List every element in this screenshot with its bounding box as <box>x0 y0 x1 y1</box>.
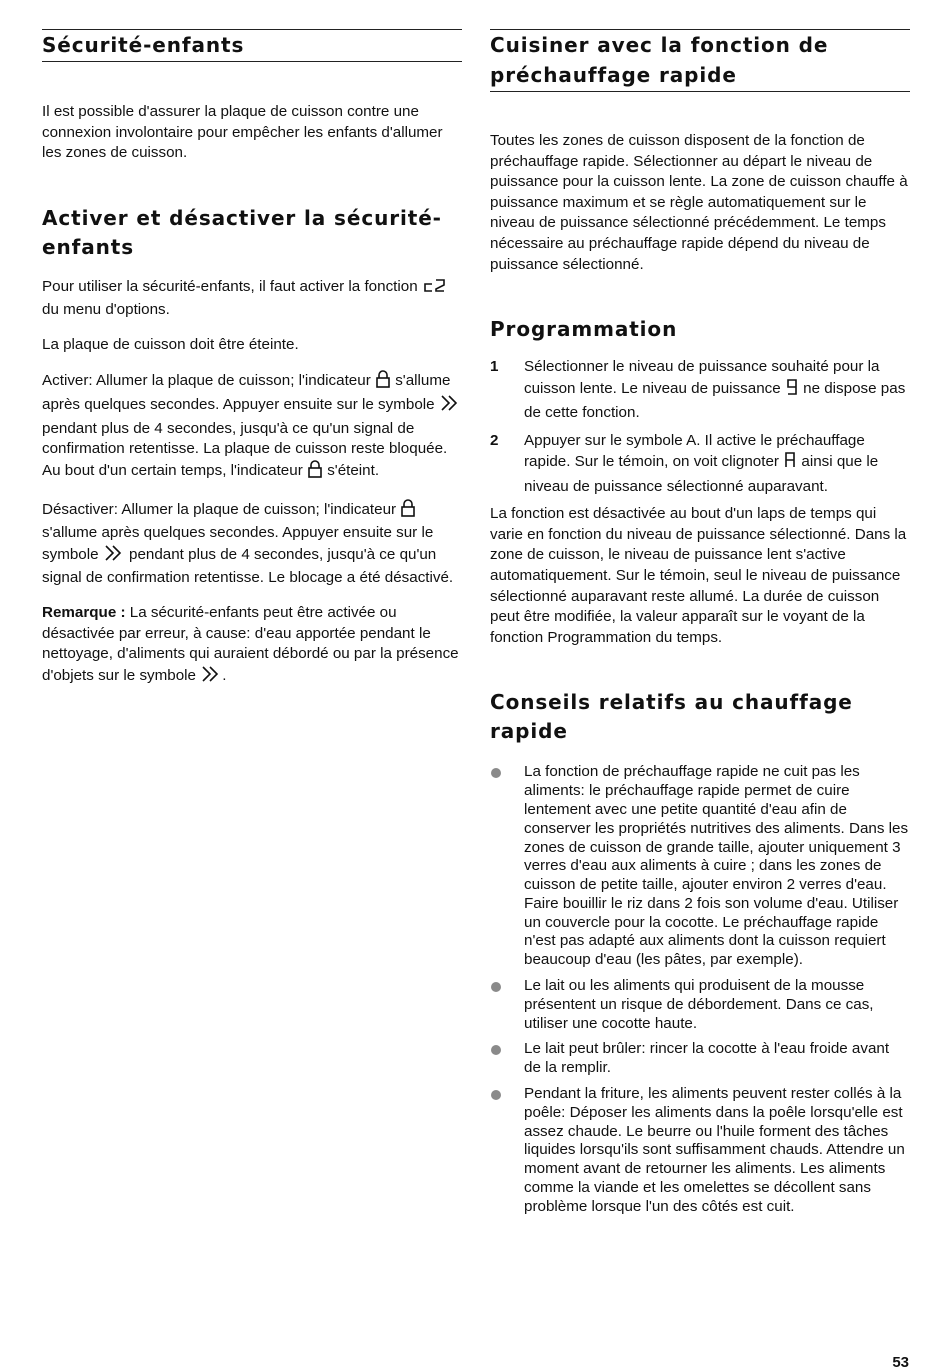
double-chevron-symbol-icon <box>103 544 125 569</box>
text: La sécurité-enfants peut être activée ou désactivée par erreur, à cause: d'eau apportée pendant le nettoyage, d'aliments qui auraient débordé ou par la présence d'objets sur le symbole <box>42 603 459 684</box>
text: s'allume après quelques secondes. Appuyer ensuite sur le symbole <box>42 371 451 414</box>
double-chevron-symbol-icon <box>439 394 461 419</box>
lock-indicator-icon <box>375 370 391 395</box>
text: s'allume après quelques secondes. Appuyer ensuite sur le symbole <box>42 524 434 563</box>
text: ainsi que le niveau de puissance sélectionné auparavant. <box>524 453 879 495</box>
list-item <box>490 763 910 970</box>
step-item <box>490 356 910 424</box>
programming-steps <box>490 356 910 497</box>
toggle-lock-heading: Activer et désactiver la sécurité-enfants <box>42 205 442 259</box>
step-number: 1 <box>490 358 499 376</box>
child-lock-intro: Il est possible d'assurer la plaque de cuisson contre une connexion involontaire pour empêcher les enfants d'allumer les zones de cuisson. <box>42 103 443 162</box>
lock-indicator-icon <box>400 499 416 524</box>
text: ne dispose pas de cette fonction. <box>524 379 906 422</box>
tips-heading: Conseils relatifs au chauffage rapide <box>490 690 853 744</box>
text: . <box>222 666 227 684</box>
text: Le lait peut brûler: rincer la cocotte à l'eau froide avant de la remplir. <box>524 1040 890 1077</box>
text: s'éteint. <box>322 461 380 479</box>
right-column <box>490 0 910 1217</box>
tips-list <box>490 763 910 1216</box>
text: Désactiver: Allumer la plaque de cuisson; l'indicateur <box>42 500 401 518</box>
step-item <box>490 430 910 498</box>
list-item <box>490 1040 910 1078</box>
double-chevron-symbol-icon <box>200 665 222 690</box>
page-number: 53 <box>892 1354 909 1371</box>
bullet-icon <box>491 1090 501 1100</box>
text: . Il active le préchauffage rapide. Sur le témoin, on voit clignoter <box>524 431 865 471</box>
text: Appuyer sur le symbole <box>524 431 687 449</box>
list-item <box>490 1085 910 1217</box>
toggle-lock-p2: La plaque de cuisson doit être éteinte. <box>42 335 299 353</box>
quick-heat-heading-box <box>490 29 910 92</box>
step-number: 2 <box>490 431 499 449</box>
bullet-icon <box>491 1045 501 1055</box>
text: du menu d'options. <box>42 301 170 319</box>
toggle-lock-p1 <box>42 276 462 321</box>
note-label: Remarque : <box>42 603 126 621</box>
power-level-9-display-icon <box>785 378 799 403</box>
quick-heat-heading: Cuisiner avec la fonction de préchauffage rapide <box>490 33 829 87</box>
text: Pendant la friture, les aliments peuvent rester collés à la poêle: Déposer les aliments dans la poêle lorsqu'elle est assez chaude. Le beurre ou l'huile forment des tâches liquides lorsqu'ils sont suffisamment chauds. Attendre un moment avant de retourner les aliments. Les aliments comme la viande et les omelettes se décollent sans problème lorsque l'un des côtés est cuit. <box>524 1085 905 1215</box>
bullet-icon <box>491 982 501 992</box>
toggle-lock-p4 <box>42 499 462 589</box>
option-c2-symbol-icon <box>422 276 448 301</box>
quick-heat-symbol: A <box>686 431 697 449</box>
text: pendant plus de 4 secondes, jusqu'à ce qu'un signal de confirmation retentisse. Le blocage a été désactivé. <box>42 545 454 587</box>
child-lock-note <box>42 603 462 689</box>
lock-indicator-icon <box>307 460 323 485</box>
text: Activer: Allumer la plaque de cuisson; l'indicateur <box>42 371 375 389</box>
child-lock-heading-box <box>42 29 462 62</box>
text: La fonction de préchauffage rapide ne cuit pas les aliments: le préchauffage rapide permet de cuire lentement avec une petite quantité d'eau afin de conserver les propriétés nutritives des aliments. Dans les zones de cuisson de grande taille, ajouter uniquement 3 verres d'eau aux aliments à cuire ; dans les zones de cuisson de petite taille, ajouter environ 2 verres d'eau. Faire bouillir le riz dans 2 fois son volume d'eau. Utiliser un couvercle pour la cocotte. Le préchauffage rapide n'est pas adapté aux aliments dont la cuisson requiert beaucoup d'eau (les pâtes, par exemple). <box>524 763 909 969</box>
bullet-icon <box>491 768 501 778</box>
toggle-lock-p3 <box>42 370 462 485</box>
text: pendant plus de 4 secondes, jusqu'à ce qu'un signal de confirmation retentisse. La plaque de cuisson reste bloquée. Au bout d'un certain temps, l'indicateur <box>42 419 448 479</box>
text: Le lait ou les aliments qui produisent de la mousse présentent un risque de débordement. Dans ce cas, utiliser une cocotte haute. <box>524 977 874 1032</box>
list-item <box>490 977 910 1033</box>
left-column <box>42 0 462 689</box>
child-lock-heading: Sécurité-enfants <box>42 33 245 57</box>
text: Sélectionner le niveau de puissance souhaité pour la cuisson lente. Le niveau de puissance <box>524 358 880 397</box>
programming-text: La fonction est désactivée au bout d'un laps de temps qui varie en fonction du niveau de puissance sélectionné. Dans la zone de cuisson, le niveau de puissance lent s'active automatiquement. Sur le témoin, seul le niveau de puissance sélectionné auparavant reste allumé. La durée de cuisson peut être modifiée, la valeur apparaît sur le voyant de la fonction Programmation du temps. <box>490 505 907 646</box>
text: Pour utiliser la sécurité-enfants, il faut activer la fonction <box>42 277 422 295</box>
boost-a-display-icon <box>783 451 797 476</box>
programming-heading: Programmation <box>490 317 678 342</box>
quick-heat-text: Toutes les zones de cuisson disposent de la fonction de préchauffage rapide. Sélectionner au départ le niveau de puissance pour la cuisson lente. La zone de cuisson chauffe à puissance maximum et se règle automatiquement sur le niveau de puissance sélectionné précédemment. Le temps nécessaire au préchauffage rapide dépend du niveau de puissance sélectionné. <box>490 132 908 273</box>
